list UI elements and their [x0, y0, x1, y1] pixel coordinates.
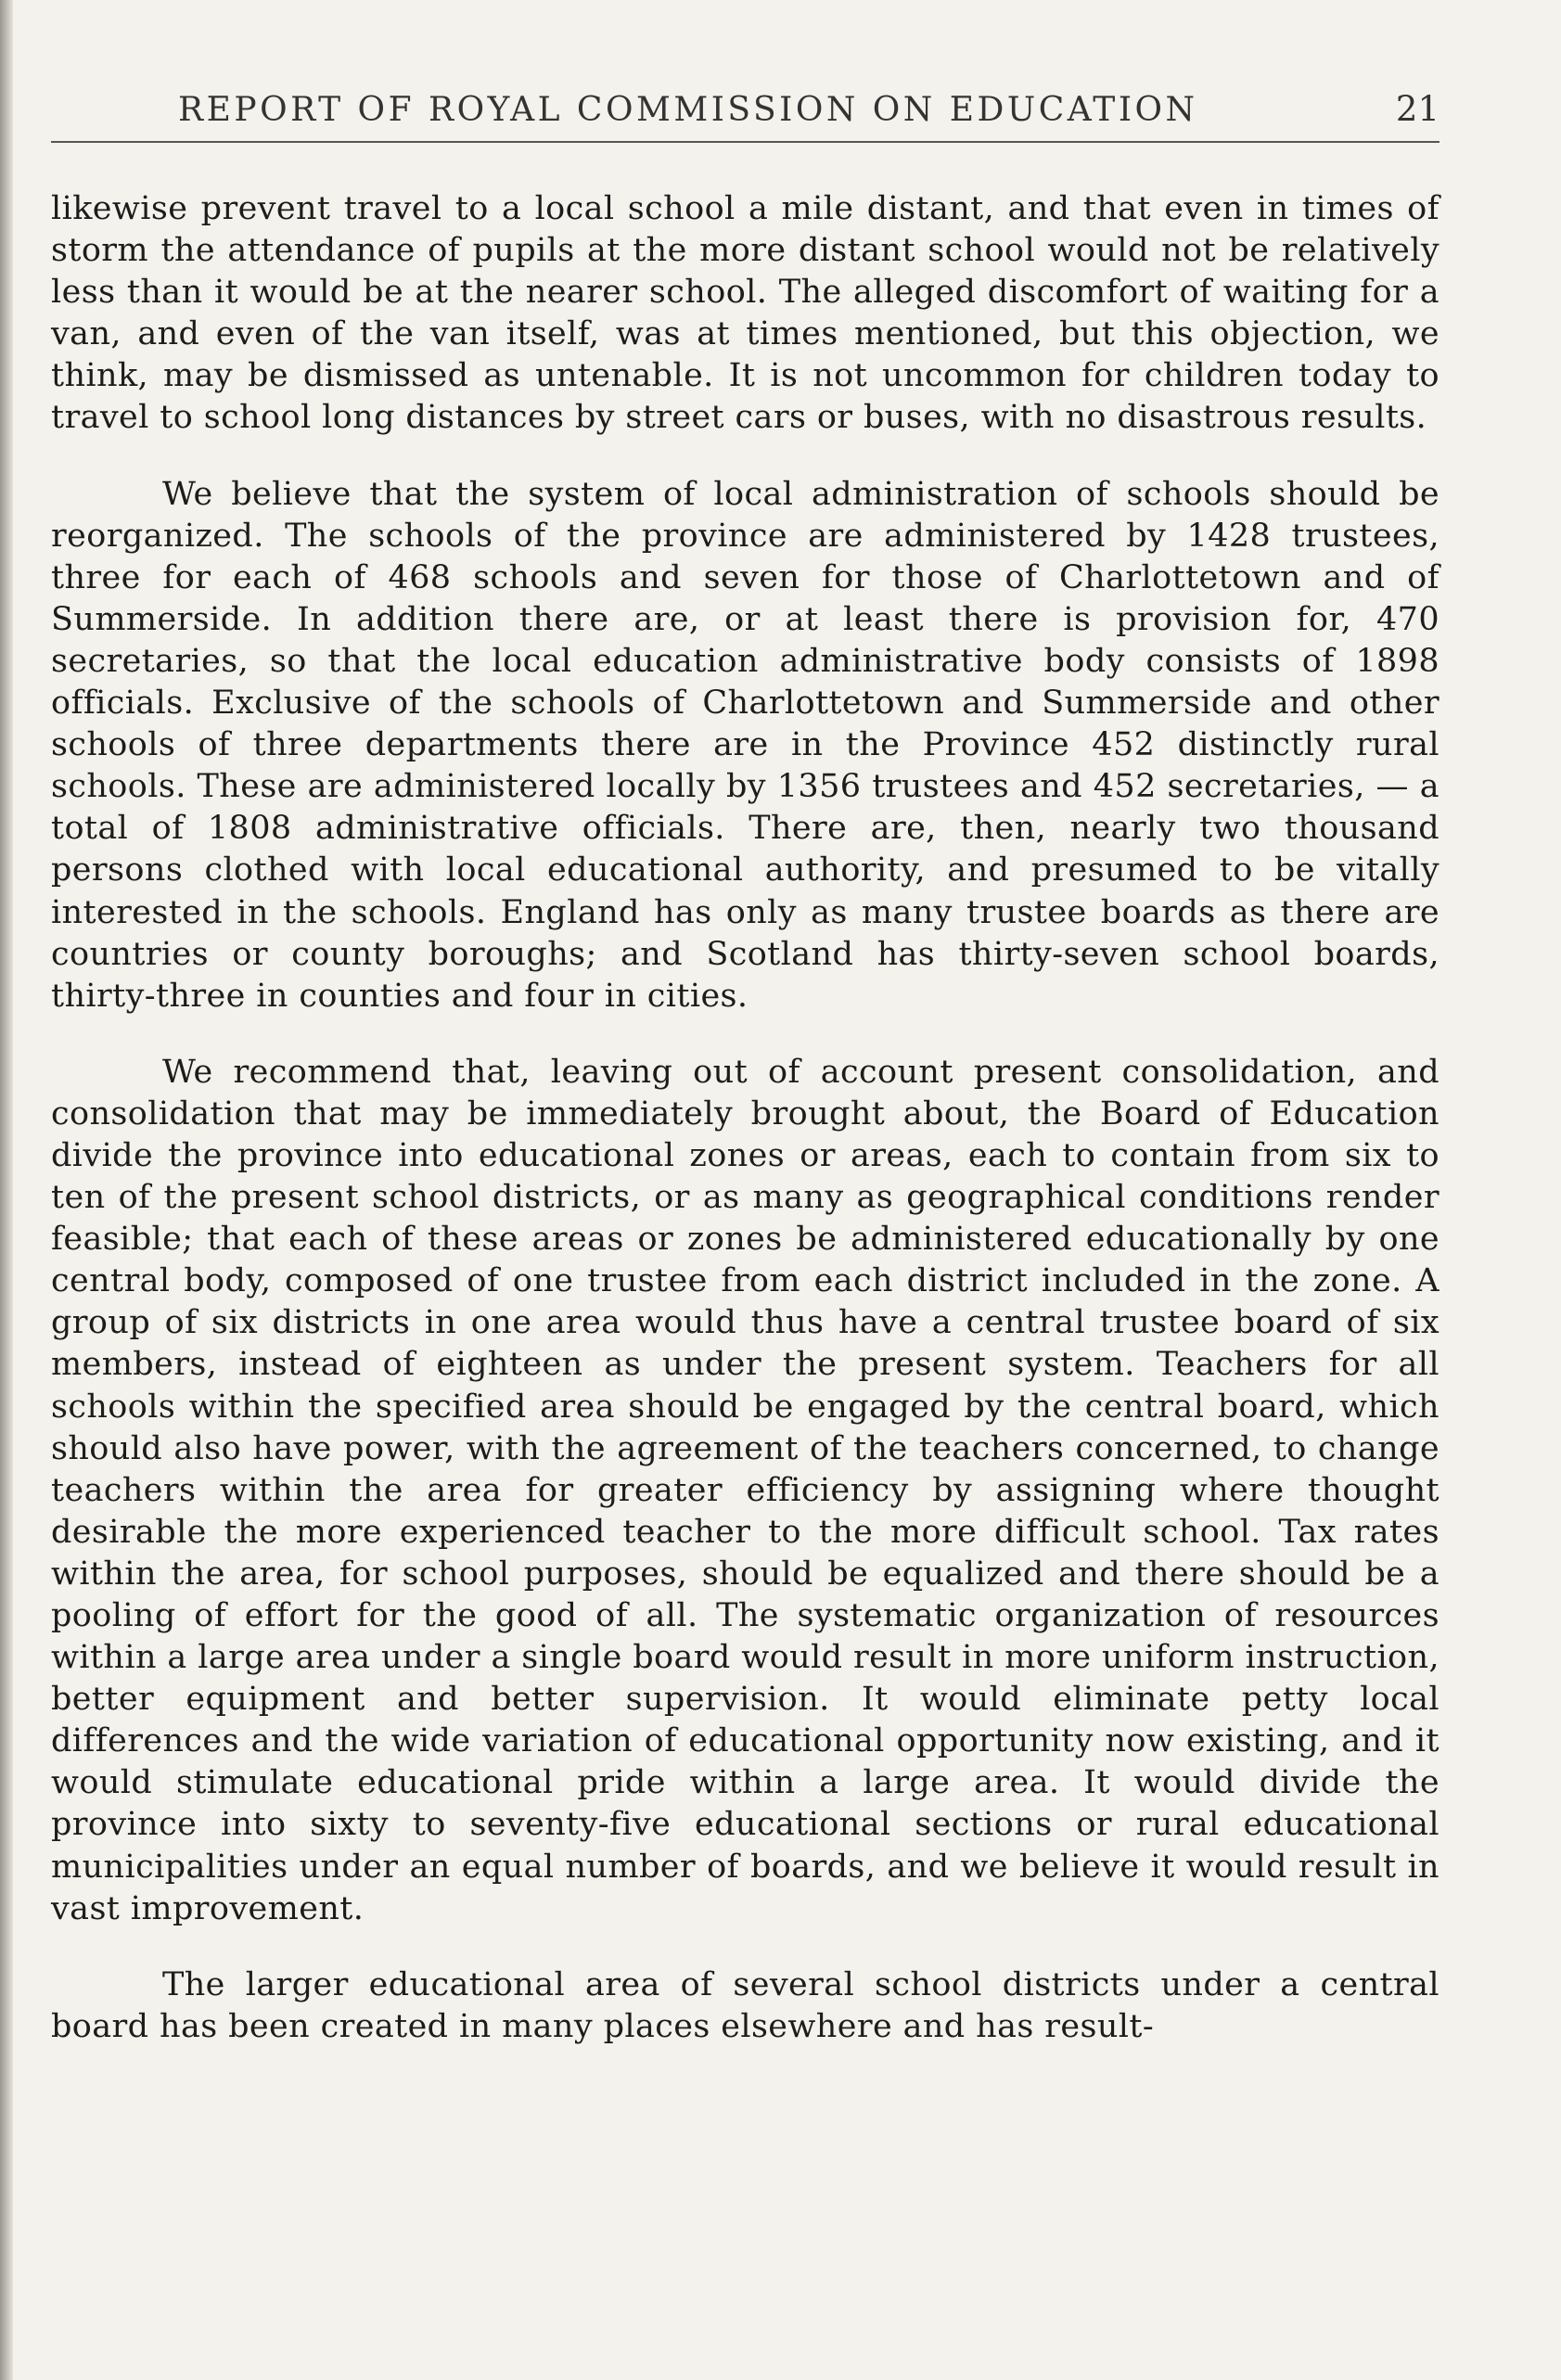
paragraph-larger-area: The larger educational area of several school districts under a central board has been created in many places elsewhere and has result- [51, 1965, 1439, 2045]
page-header [51, 82, 1439, 143]
page-number: 21 [1395, 89, 1439, 129]
body-text [51, 188, 1439, 2048]
running-head: REPORT OF ROYAL COMMISSION ON EDUCATION [178, 91, 1198, 129]
paragraph-continued: likewise prevent travel to a local school a mile distant, and that even in times of storm the attendance of pupils at the more distant school would not be relatively less than it would be at the nearer school. The alleged discomfort of waiting for a van, and even of the van itself, was at times mentioned, but this objection, we think, may be dismissed as untenable. It is not uncommon for children today to travel to school long distances by street cars or buses, with no disastrous results. [51, 190, 1439, 437]
paragraph-local-administration: We believe that the system of local administration of schools should be reorganized. The schools of the province are administered by 1428 trustees, three for each of 468 schools and seven for those of Charlottetown and of Summerside. In addition there are, or at least there is provision for, 470 secretaries, so that the local education administrative body consists of 1898 officials. Exclusive of the schools of Charlottetown and Summerside and other schools of three departments there are in the Province 452 distinctly rural schools. These are administered locally by 1356 trustees and 452 secretaries, — a total of 1808 administrative officials. There are, then, nearly two thousand persons clothed with local educational authority, and presumed to be vitally interested in the schools. England has only as many trustee boards as there are countries or county boroughs; and Scotland has thirty-seven school boards, thirty-three in counties and four in cities. [51, 475, 1439, 1015]
page-binding-shadow [0, 0, 13, 2380]
paragraph-recommendation: We recommend that, leaving out of account present consolidation, and consolidation that may be immediately brought about, the Board of Education divide the province into educational zones or areas, each to contain from six to ten of the present school districts, or as many as geographical conditions render feasible; that each of these areas or zones be administered educationally by one central body, composed of one trustee from each district included in the zone. A group of six districts in one area would thus have a central trustee board of six members, instead of eighteen as under the present system. Teachers for all schools within the specified area should be engaged by the central board, which should also have power, with the agreement of the teachers concerned, to change teachers within the area for greater efficiency by assigning where thought desirable the more experienced teacher to the more difficult school. Tax rates within the area, for school purposes, should be equalized and there should be a pooling of effort for the good of all. The systematic organization of resources within a large area under a single board would result in more uniform instruction, better equipment and better supervision. It would eliminate petty local differences and the wide variation of educational opportunity now existing, and it would stimulate educational pride within a large area. It would divide the province into sixty to seventy-five educational sections or rural educational municipalities under an equal number of boards, and we believe it would result in vast improvement. [51, 1053, 1439, 1927]
header-rule [51, 141, 1439, 143]
